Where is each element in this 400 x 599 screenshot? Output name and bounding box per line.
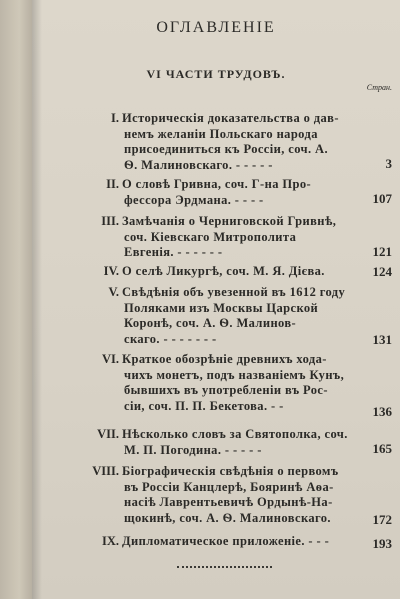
entry-number: VI. xyxy=(101,352,119,366)
entry-line: Ѳ. Малиновскаго. - - - - - xyxy=(124,157,273,172)
entry-line: Историческія доказательства о дав- xyxy=(122,111,339,125)
entry-text xyxy=(122,214,372,261)
entry-line: О селѣ Ликургѣ, соч. М. Я. Дієва. xyxy=(122,264,325,278)
entry-text xyxy=(122,177,372,208)
entry-line: бывшихъ въ употребленіи въ Рос- xyxy=(124,383,328,397)
entry-line: немъ желаніи Польскаго народа xyxy=(124,126,318,141)
entry-line: О словѣ Гривна, соч. Г-на Про- xyxy=(122,177,312,191)
entry-line: щокинѣ, соч. А. Ѳ. Малиновскаго. xyxy=(124,510,331,525)
entry-number: IV. xyxy=(103,264,119,278)
entry-text xyxy=(122,427,372,458)
entry-text xyxy=(122,464,372,526)
page-column-label: Стран. xyxy=(366,83,392,92)
entry-page-number: 131 xyxy=(372,332,392,347)
entry-text xyxy=(122,352,372,414)
entry-line: насіѣ Лаврентьевичѣ Ордынѣ-На- xyxy=(124,495,333,509)
entry-text xyxy=(122,534,372,550)
entry-line: въ Россіи Канцлерѣ, Бояринѣ Аѳа- xyxy=(124,479,334,494)
page-subtitle: VI ЧАСТИ ТРУДОВЪ. xyxy=(146,67,286,81)
entry-text xyxy=(122,111,372,173)
entry-line: Евгенія. - - - - - - xyxy=(124,245,223,259)
entry-line: Дипломатическое приложеніе. - - - xyxy=(122,534,330,548)
entry-text xyxy=(122,285,372,347)
adjacent-page-edge xyxy=(0,0,32,599)
entry-line: М. П. Погодина. - - - - - xyxy=(124,442,262,457)
entry-line: Замѣчанія о Черниговской Гривнѣ, xyxy=(122,214,337,228)
entry-page-number: 121 xyxy=(372,244,392,259)
entry-page-number: 124 xyxy=(372,264,392,279)
entry-line: соч. Кіевскаго Митрополита xyxy=(124,229,297,244)
entry-line: присоединиться къ Россіи, соч. А. xyxy=(124,142,328,156)
entry-line: скаго. - - - - - - - xyxy=(124,331,217,346)
entry-number: V. xyxy=(108,285,119,299)
book-page xyxy=(32,0,400,599)
entry-number: I. xyxy=(111,111,119,125)
entry-number: IX. xyxy=(101,534,119,548)
entry-number: VIII. xyxy=(92,464,119,478)
entry-line: Поляками изъ Москвы Царской xyxy=(124,300,319,315)
closing-dotted-rule xyxy=(177,566,272,568)
entry-line: Свѣдѣнія объ увезенной въ 1612 году xyxy=(122,285,346,299)
entry-page-number: 136 xyxy=(372,404,392,419)
entry-line: сіи, соч. П. П. Бекетова. - - xyxy=(124,398,284,413)
entry-page-number: 172 xyxy=(372,512,392,527)
entry-number: VII. xyxy=(97,427,119,441)
entry-line: Краткое обозрѣніе древнихъ хода- xyxy=(122,352,327,366)
page-title: ОГЛАВЛЕНІЕ xyxy=(156,19,276,36)
entry-page-number: 165 xyxy=(372,441,392,456)
entry-number: III. xyxy=(101,214,119,228)
entry-line: Біографическія свѣдѣнія о первомъ xyxy=(122,464,339,478)
entry-page-number: 193 xyxy=(372,536,392,551)
entry-number: II. xyxy=(106,177,119,191)
entry-line: Коронѣ, соч. А. Ѳ. Малинов- xyxy=(124,316,297,330)
entry-text xyxy=(122,264,372,280)
entry-page-number: 107 xyxy=(372,191,392,206)
entry-page-number: 3 xyxy=(385,156,392,171)
entry-line: Нѣсколько словъ за Святополка, соч. xyxy=(122,427,348,441)
gutter-shadow xyxy=(32,0,42,599)
entry-line: чихъ монетъ, подъ названіемъ Кунъ, xyxy=(124,367,345,382)
entry-line: фессора Эрдмана. - - - - xyxy=(124,192,264,207)
